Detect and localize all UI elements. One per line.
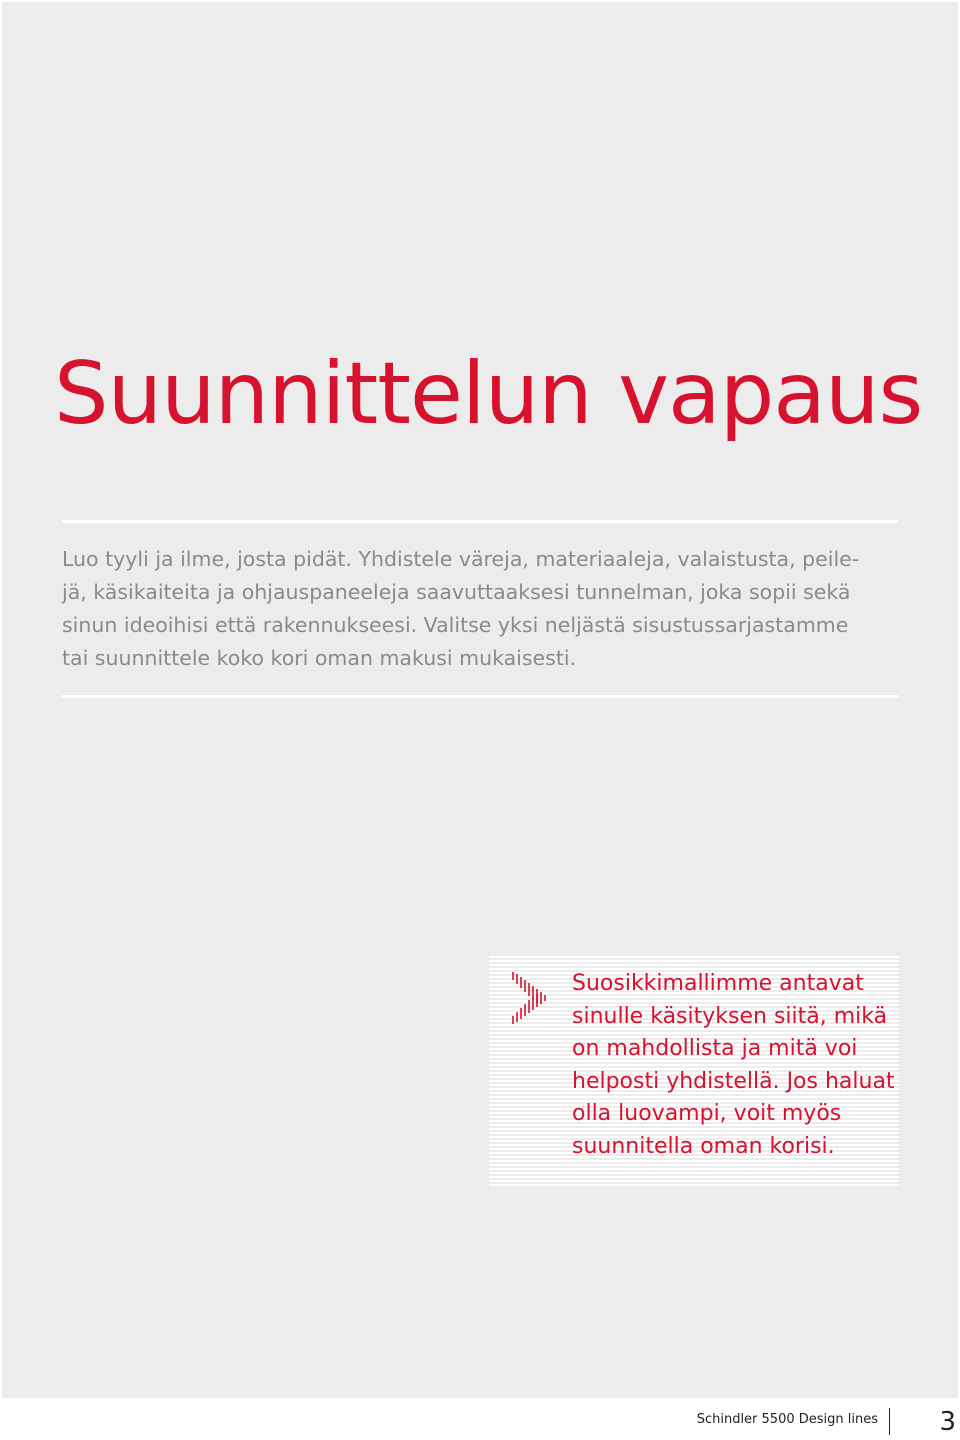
footer-divider <box>889 1408 890 1435</box>
callout-box <box>489 956 899 1188</box>
divider-top <box>62 520 898 523</box>
intro-line: sinun ideoihisi että rakennukseesi. Valitse yksi neljästä sisustussarjastamme <box>62 613 849 637</box>
callout-line: suunnitella oman korisi. <box>572 1133 835 1159</box>
chevron-right-icon <box>511 970 551 1026</box>
chevron-stripes <box>513 972 545 1024</box>
divider-bottom <box>62 695 898 698</box>
footer-brand: Schindler 5500 Design lines <box>696 1412 878 1427</box>
callout-text <box>572 968 895 1163</box>
callout-line: on mahdollista ja mitä voi <box>572 1036 858 1061</box>
intro-paragraph <box>62 543 902 675</box>
content-panel <box>2 2 958 1398</box>
callout-line: Suosikkimallimme antavat <box>572 971 864 996</box>
callout-line: olla luovampi, voit myös <box>572 1101 842 1126</box>
intro-line: jä, käsikaiteita ja ohjauspaneeleja saavuttaaksesi tunnelman, joka sopii sekä <box>62 580 851 604</box>
callout-line: helposti yhdistellä. Jos haluat <box>572 1068 895 1094</box>
intro-line: Luo tyyli ja ilme, josta pidät. Yhdistele väreja, materiaaleja, valaistusta, peile- <box>62 547 860 571</box>
page-number: 3 <box>939 1407 956 1437</box>
page-title: Suunnittelun vapaus <box>54 344 923 444</box>
intro-line: tai suunnittele koko kori oman makusi mukaisesti. <box>62 646 577 670</box>
callout-line: sinulle käsityksen siitä, mikä <box>572 1003 888 1029</box>
